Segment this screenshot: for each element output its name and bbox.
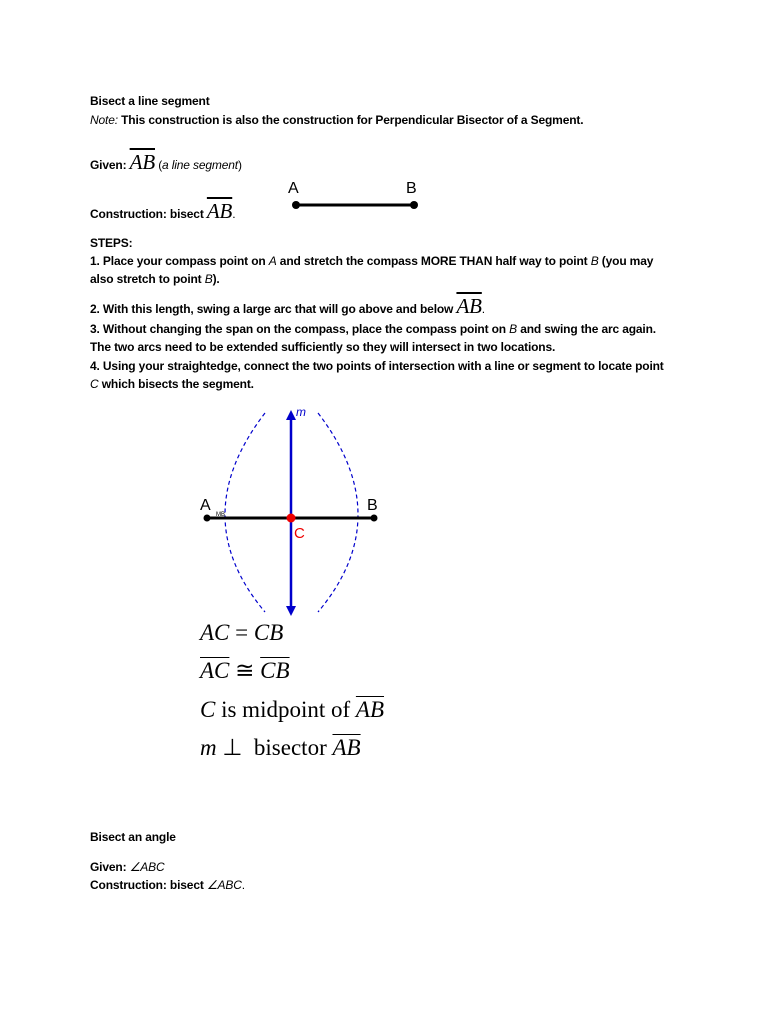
step-1-line-2: also stretch to point B). <box>90 272 220 286</box>
segment-label-b: B <box>406 180 417 197</box>
construction-segment: $\overline{AB}$ <box>206 199 233 223</box>
equation-m-perp-bisector: m ⊥ bisector $\overline{AB}$ <box>200 735 361 760</box>
construction-label-c: C <box>294 525 305 542</box>
construction-label-a: A <box>200 497 211 514</box>
construction-point-b <box>371 515 378 522</box>
construction-label-mb: MB <box>216 512 225 518</box>
section-title-bisect-angle: Bisect an angle <box>90 830 176 844</box>
line-m-bottom-arrow-icon <box>286 606 296 616</box>
step-4-line-2: C which bisects the segment. <box>90 377 254 391</box>
line-m-top-arrow-icon <box>286 410 296 420</box>
midpoint-c-dot <box>287 514 296 523</box>
segment-label-a: A <box>288 180 299 197</box>
step-3-line-2: The two arcs need to be extended sufficiently so they will intersect in two locations. <box>90 340 556 354</box>
construction-point-a <box>204 515 211 522</box>
angle-given-line: Given: ∠ABC <box>90 860 165 874</box>
note-line <box>90 113 583 127</box>
note-label: Note: <box>90 113 118 127</box>
given-paren: (a line segment) <box>158 158 242 172</box>
right-compass-arc <box>318 413 358 612</box>
given-segment: $\overline{AB}$ <box>129 150 155 174</box>
construction-label-b: B <box>367 497 378 514</box>
step-2-segment: $\overline{AB}$ <box>456 294 482 318</box>
equation-ac-equals-cb: AC = CB <box>200 620 284 645</box>
given-line <box>90 150 242 177</box>
point-b-dot <box>410 201 418 209</box>
step-2-line: 2. With this length, swing a large arc that will go above and below $\overline{AB}$. <box>90 294 485 318</box>
note-text: This construction is also the construction for Perpendicular Bisector of a Segment. <box>121 113 584 127</box>
given-label: Given: <box>90 158 127 172</box>
equation-ac-congruent-cb: $\overline{AC}$ ≅ $\overline{CB}$ <box>200 658 290 683</box>
equation-c-midpoint: C is midpoint of $\overline{AB}$ <box>200 697 385 722</box>
construction-line: Construction: bisect $\overline{AB}$. <box>90 199 236 223</box>
point-a-dot <box>292 201 300 209</box>
construction-label: Construction: bisect <box>90 207 204 221</box>
left-compass-arc <box>225 413 265 612</box>
step-3-line-1: 3. Without changing the span on the compass, place the compass point on B and swing the arc again. <box>90 322 656 336</box>
section-title-bisect-segment: Bisect a line segment <box>90 94 210 108</box>
construction-label-m: m <box>296 405 306 419</box>
steps-label: STEPS: <box>90 236 133 250</box>
angle-construction-line: Construction: bisect ∠ABC. <box>90 878 245 892</box>
step-1-line-1: 1. Place your compass point on A and stretch the compass MORE THAN half way to point B (you may <box>90 254 654 268</box>
step-4-line-1: 4. Using your straightedge, connect the two points of intersection with a line or segment to locate point <box>90 359 664 373</box>
